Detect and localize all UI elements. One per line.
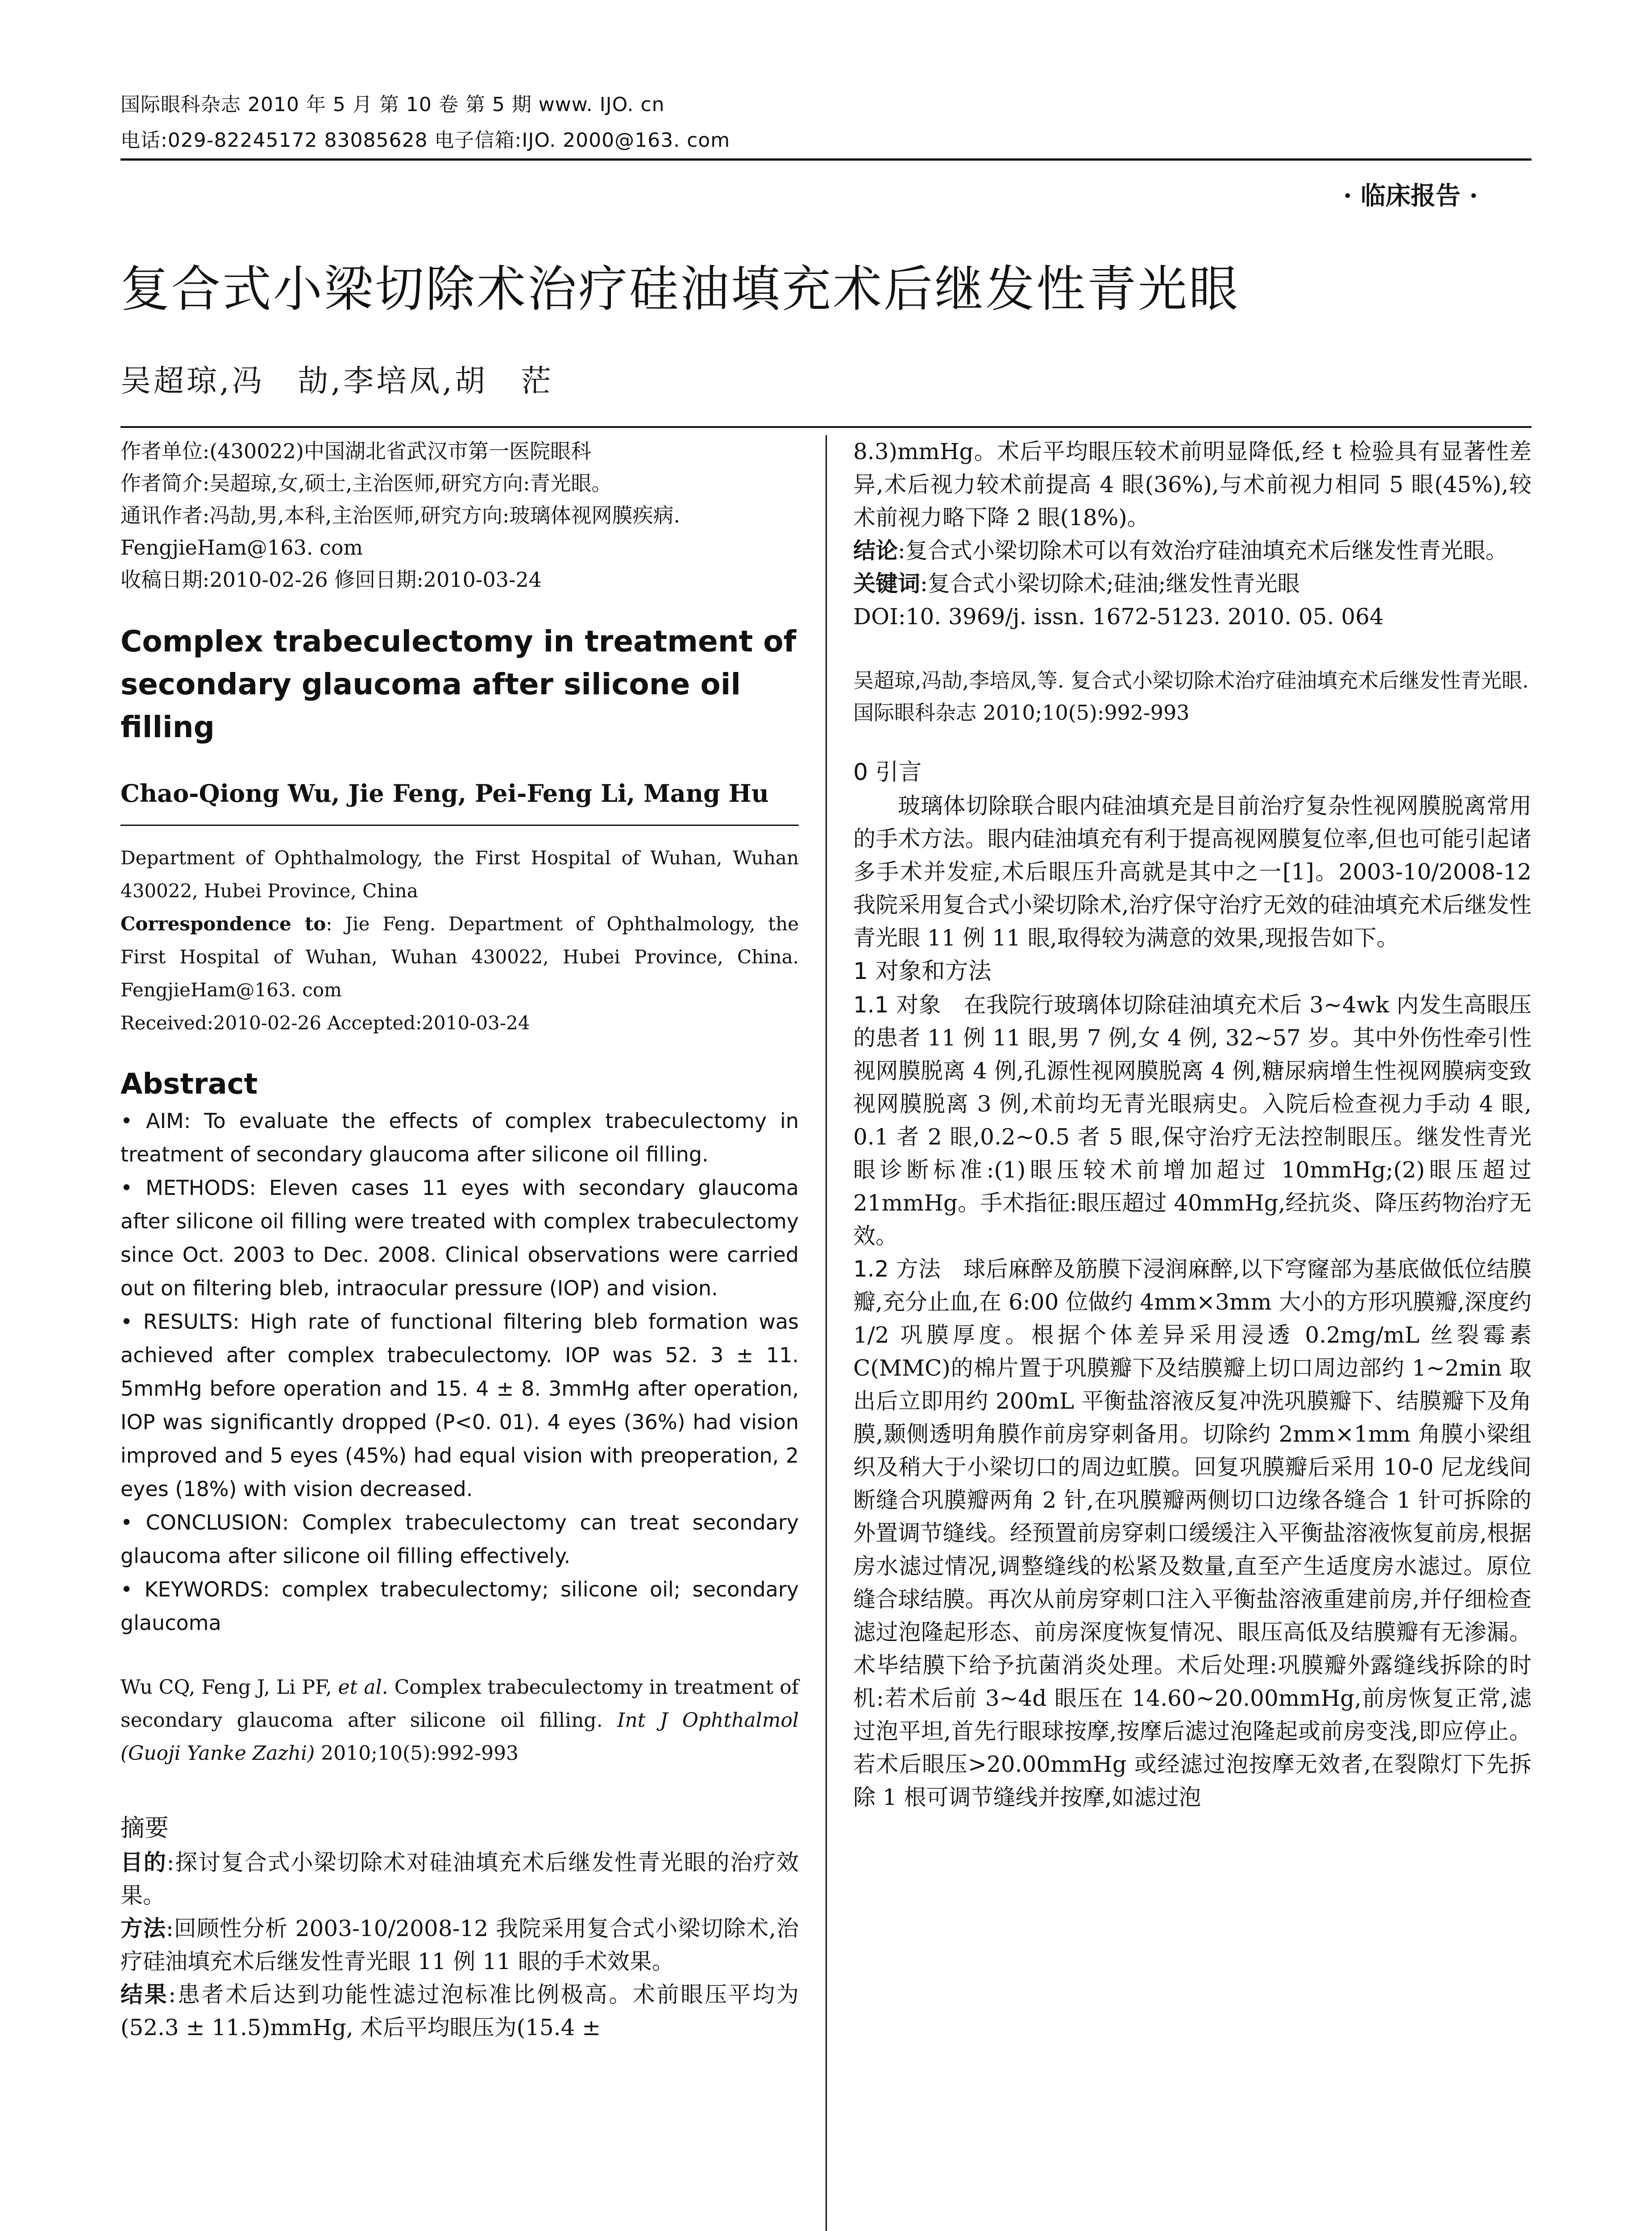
section-1-1-text: 在我院行玻璃体切除硅油填充术后 3~4wk 内发生高眼压的患者 11 例 11 眼,男 7 例,女 4 例, 32~57 岁。其中外伤性牵引性视网膜脱离 4 例,孔源性视网膜脱离 4 例,糖尿病增生性视网膜病变致视网膜脱离 3 例,术前均无青光眼病史。入院后检查视力手动 4 眼, 0.1 者 2 眼,0.2~0.5 者 5 眼,保守治疗无法控制眼压。继发性青光眼诊断标准:(1)眼压较术前增加超过 10mmHg;(2)眼压超过 21mmHg。手术指征:眼压超过 40mmHg,经抗炎、降压药物治疗无效。 (853, 992, 1532, 1249)
affiliation-line: 作者单位:(430022)中国湖北省武汉市第一医院眼科 (120, 439, 591, 463)
journal-header-line2: 电话:029-82245172 83085628 电子信箱:IJO. 2000@163. com (120, 129, 731, 152)
corresponding-author-line: 通讯作者:冯劼,男,本科,主治医师,研究方向:玻璃体视网膜疾病. FengjieHam@163. com (120, 503, 681, 560)
correspondence-text: : Jie Feng. Department of Ophthalmology, the First Hospital of Wuhan, Wuhan 430022, Hubei Province, China. FengjieHam@163. com (120, 913, 799, 1001)
dates-line: 收稿日期:2010-02-26 修回日期:2010-03-24 (120, 568, 542, 592)
methods-text: :回顾性分析 2003-10/2008-12 我院采用复合式小梁切除术,治疗硅油填充术后继发性青光眼 11 例 11 眼的手术效果。 (120, 1916, 799, 1974)
section-1-1 (853, 988, 1532, 1252)
section-1-2-text: 球后麻醉及筋膜下浸润麻醉,以下穹窿部为基底做低位结膜瓣,充分止血,在 6:00 位做约 4mm×3mm 大小的方形巩膜瓣,深度约 1/2 巩膜厚度。根据个体差异采用浸透 0.2mg/mL 丝裂霉素 C(MMC)的棉片置于巩膜瓣下及结膜瓣上切口周边部约 1~2min 取出后立即用约 200mL 平衡盐溶液反复冲洗巩膜瓣下、结膜瓣下及角膜,颞侧透明角膜作前房穿刺备用。切除约 2mm×1mm 角膜小梁组织及稍大于小梁切口的周边虹膜。回复巩膜瓣后采用 10-0 尼龙线间断缝合巩膜瓣两角 2 针,在巩膜瓣两侧切口边缘各缝合 1 针可拆除的外置调节缝线。经预置前房穿刺口缓缓注入平衡盐溶液恢复前房,根据房水滤过情况,调整缝线的松紧及数量,直至产生适度房水滤过。原位缝合球结膜。再次从前房穿刺口注入平衡盐溶液重建前房,并仔细检查滤过泡隆起形态、前房深度恢复情况、眼压高低及结膜瓣有无渗漏。术毕结膜下给予抗菌消炎处理。术后处理:巩膜瓣外露缝线拆除的时机:若术后前 3~4d 眼压在 14.60~20.00mmHg,前房恢复正常,滤过泡平坦,首先行眼球按摩,按摩后滤过泡隆起或前房变浅,即应停止。若术后眼压>20.00mmHg 或经滤过泡按摩无效者,在裂隙灯下先拆除 1 根可调节缝线并按摩,如滤过泡 (853, 1256, 1532, 1810)
section-1-heading: 1 对象和方法 (853, 958, 992, 985)
keywords-label: 关键词 (853, 571, 920, 597)
citation-en-part-b: . Complex trabeculectomy in treatment of secondary glaucoma after silicone oil filling. (120, 1676, 799, 1732)
abstract-aim: • AIM: To evaluate the effects of complex trabeculectomy in treatment of secondary glaucoma after silicone oil filling. (120, 1109, 799, 1166)
citation-en-part-a: Wu CQ, Feng J, Li PF, (120, 1676, 338, 1699)
aim-text: :探讨复合式小梁切除术对硅油填充术后继发性青光眼的治疗效果。 (120, 1849, 799, 1908)
article-title-en: Complex trabeculectomy in treatment of secondary glaucoma after silicone oil filling (120, 624, 797, 744)
received-accepted-en: Received:2010-02-26 Accepted:2010-03-24 (120, 1012, 530, 1034)
zhaiyao-keywords (853, 567, 1532, 600)
author-bio-line: 作者简介:吴超琼,女,硕士,主治医师,研究方向:青光眼。 (120, 471, 612, 495)
citation-cn: 吴超琼,冯劼,李培凤,等. 复合式小梁切除术治疗硅油填充术后继发性青光眼. 国际眼科杂志 2010;10(5):992-993 (853, 668, 1529, 725)
zhaiyao-heading: 摘要 (120, 1814, 169, 1842)
correspondence-en (120, 908, 799, 1007)
citation-en-journal: Int J Ophthalmol (Guoji Yanke Zazhi) (120, 1709, 799, 1765)
methods-label: 方法 (120, 1916, 166, 1941)
authors-rule (120, 825, 799, 826)
zhaiyao-methods (120, 1912, 799, 1978)
zhaiyao-results-continued: 8.3)mmHg。术后平均眼压较术前明显降低,经 t 检验具有显著性差异,术后视力较术前提高 4 眼(36%),与术前视力相同 5 眼(45%),较术前视力略下降 2 眼(18%)。 (853, 439, 1532, 531)
aim-label: 目的 (120, 1849, 167, 1875)
results-label: 结果 (120, 1982, 169, 2007)
citation-en-part-c: 2010;10(5):992-993 (315, 1742, 519, 1765)
journal-header-line1: 国际眼科杂志 2010 年 5 月 第 10 卷 第 5 期 www. IJO. cn (120, 93, 665, 116)
citation-en (120, 1671, 799, 1770)
zhaiyao-results (120, 1978, 799, 2044)
left-column (120, 435, 799, 2044)
abstract-keywords: • KEYWORDS: complex trabeculectomy; silicone oil; secondary glaucoma (120, 1577, 799, 1635)
column-divider (826, 435, 827, 2231)
correspondence-label: Correspondence to (120, 913, 326, 935)
doi-line: DOI:10. 3969/j. issn. 1672-5123. 2010. 05. 064 (853, 604, 1384, 630)
section-0-heading: 0 引言 (853, 759, 922, 786)
abstract-conclusion: • CONCLUSION: Complex trabeculectomy can treat secondary glaucoma after silicone oil filling effectively. (120, 1510, 799, 1568)
section-tag: · 临床报告 · (1343, 181, 1478, 211)
title-rule (120, 426, 1532, 428)
abstract-results: • RESULTS: High rate of functional filtering bleb formation was achieved after complex trabeculectomy. IOP was 52. 3 ± 11. 5mmHg before operation and 15. 4 ± 8. 3mmHg after operation, IOP was significantly dropped (P<0. 01). 4 eyes (36%) had vision improved and 5 eyes (45%) had equal vision with preoperation, 2 eyes (18%) with vision decreased. (120, 1310, 799, 1501)
right-column (853, 435, 1532, 1814)
zhaiyao-aim (120, 1846, 799, 1912)
zhaiyao-conclusion (853, 534, 1532, 567)
results-text: :患者术后达到功能性滤过泡标准比例极高。术前眼压平均为(52.3 ± 11.5)mmHg, 术后平均眼压为(15.4 ± (120, 1982, 799, 2040)
article-authors-en: Chao-Qiong Wu, Jie Feng, Pei-Feng Li, Mang Hu (120, 779, 769, 808)
article-authors-cn: 吴超琼,冯 劼,李培凤,胡 茫 (120, 364, 554, 399)
section-0-text: 玻璃体切除联合眼内硅油填充是目前治疗复杂性视网膜脱离常用的手术方法。眼内硅油填充有利于提高视网膜复位率,但也可能引起诸多手术并发症,术后眼压升高就是其中之一[1]。2003-10/2008-12 我院采用复合式小梁切除术,治疗保守治疗无效的硅油填充术后继发性青光眼 11 例 11 眼,取得较为满意的效果,现报告如下。 (853, 793, 1532, 951)
conclusion-label: 结论 (853, 538, 898, 564)
department-en: Department of Ophthalmology, the First Hospital of Wuhan, Wuhan 430022, Hubei Province, China (120, 847, 799, 902)
keywords-text: :复合式小梁切除术;硅油;继发性青光眼 (920, 571, 1300, 597)
abstract-methods: • METHODS: Eleven cases 11 eyes with secondary glaucoma after silicone oil filling were treated with complex trabeculectomy since Oct. 2003 to Dec. 2008. Clinical observations were carried out on filtering bleb, intraocular pressure (IOP) and vision. (120, 1176, 799, 1300)
section-1-1-label: 1.1 对象 (853, 992, 942, 1018)
section-1-2 (853, 1252, 1532, 1814)
conclusion-text: :复合式小梁切除术可以有效治疗硅油填充术后继发性青光眼。 (898, 538, 1508, 564)
header-rule (120, 158, 1532, 161)
section-1-2-label: 1.2 方法 (853, 1256, 941, 1282)
abstract-heading: Abstract (120, 1068, 258, 1101)
citation-en-etal: et al (338, 1676, 382, 1699)
article-title-cn: 复合式小梁切除术治疗硅油填充术后继发性青光眼 (120, 261, 1240, 318)
